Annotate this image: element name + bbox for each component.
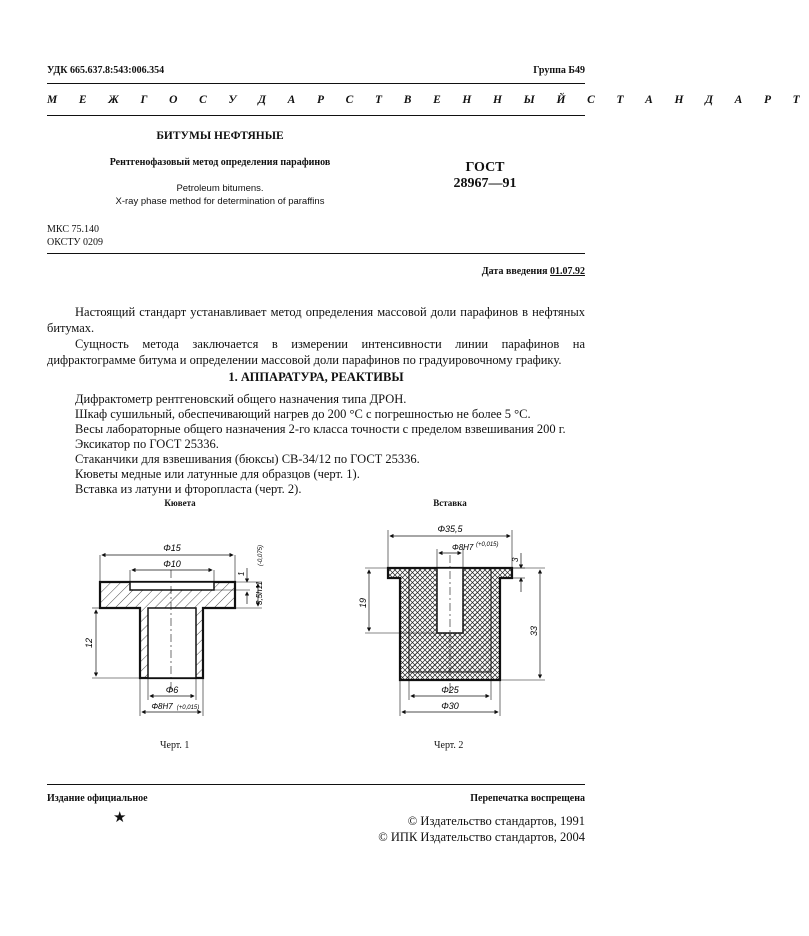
gost-label: ГОСТ (465, 160, 505, 175)
equipment-item: Весы лабораторные общего назначения 2-го класса точности с пределом взвешивания 200 г. (75, 422, 566, 436)
dim-h19: 19 (358, 597, 368, 608)
equipment-item: Эксикатор по ГОСТ 25336. (75, 437, 219, 451)
dim-d15: Φ15 (163, 543, 181, 553)
dim-h35-tolerance: (-0,075) (258, 544, 264, 566)
dim-d8-tolerance: (+0,015) (176, 705, 200, 711)
equipment-item: Вставка из латуни и фторопласта (черт. 2). (75, 482, 302, 496)
copyright-2004: © ИПК Издательство стандартов, 2004 (378, 830, 585, 844)
dim-d30: Φ30 (441, 701, 459, 711)
figure-2-caption: Черт. 2 (434, 740, 464, 751)
introduction-date-value: 01.07.92 (550, 266, 585, 277)
figure-1-title: Кювета (164, 498, 196, 508)
dim-d6: Φ6 (165, 685, 179, 695)
document-title: БИТУМЫ НЕФТЯНЫЕ (156, 130, 284, 142)
dim-d8-insert-tolerance: (+0,015) (476, 542, 499, 548)
dim-h1: 1 (237, 571, 246, 576)
udk-code: УДК 665.637.8:543:006.354 (47, 65, 165, 76)
dim-d8: Φ8Н7 (151, 702, 173, 711)
figure-1-caption: Черт. 1 (160, 740, 190, 751)
dim-h12: 12 (84, 637, 94, 648)
equipment-item: Стаканчики для взвешивания (бюксы) СВ-34/12 по ГОСТ 25336. (75, 452, 420, 466)
dim-d25: Φ25 (441, 685, 459, 695)
equipment-item: Кюветы медные или латунные для образцов (черт. 1). (75, 467, 360, 481)
dim-d35-5: Φ35,5 (437, 524, 463, 534)
official-edition: Издание официальное (47, 793, 148, 804)
section-1-heading: 1. АППАРАТУРА, РЕАКТИВЫ (228, 370, 404, 384)
english-title-line1: Petroleum bitumens. (176, 183, 264, 194)
standard-category: М Е Ж Г О С У Д А Р С Т В Е Н Н Ы Й С Т А Н Д А Р Т (47, 94, 809, 106)
gost-number: 28967—91 (453, 176, 517, 191)
copyright-1991: © Издательство стандартов, 1991 (407, 814, 585, 828)
footer-rule (47, 784, 585, 785)
dim-d10: Φ10 (163, 559, 181, 569)
introduction-date-label: Дата введения (481, 266, 548, 277)
okstu-code: ОКСТУ 0209 (47, 237, 104, 248)
group-code: Группа Б49 (533, 65, 585, 76)
star-icon: ★ (113, 810, 127, 826)
dim-d8-insert: Φ8Н7 (452, 543, 474, 552)
figure-2-title: Вставка (433, 498, 467, 508)
intro-paragraph-2: Сущность метода заключается в измерении интенсивности линии парафинов на дифрактограмме битума и определении массовой доли парафинов по градуировочному графику. (47, 337, 585, 367)
english-title-line2: X-ray phase method for determination of paraffins (115, 196, 325, 207)
reprint-prohibited: Перепечатка воспрещена (470, 793, 585, 804)
dim-h35: 3,5h11 (255, 581, 264, 605)
equipment-item: Шкаф сушильный, обеспечивающий нагрев до 200 °С с погрешностью не более 5 °С. (75, 407, 531, 421)
dim-h3: 3 (511, 557, 520, 562)
document-subtitle: Рентгенофазовый метод определения парафинов (109, 157, 331, 168)
mks-code: МКС 75.140 (47, 224, 99, 235)
dim-h33: 33 (529, 625, 539, 636)
intro-paragraph-1: Настоящий стандарт устанавливает метод определения массовой доли парафинов в нефтяных битумах. (47, 305, 585, 335)
equipment-item: Дифрактометр рентгеновский общего назначения типа ДРОН. (75, 392, 407, 406)
